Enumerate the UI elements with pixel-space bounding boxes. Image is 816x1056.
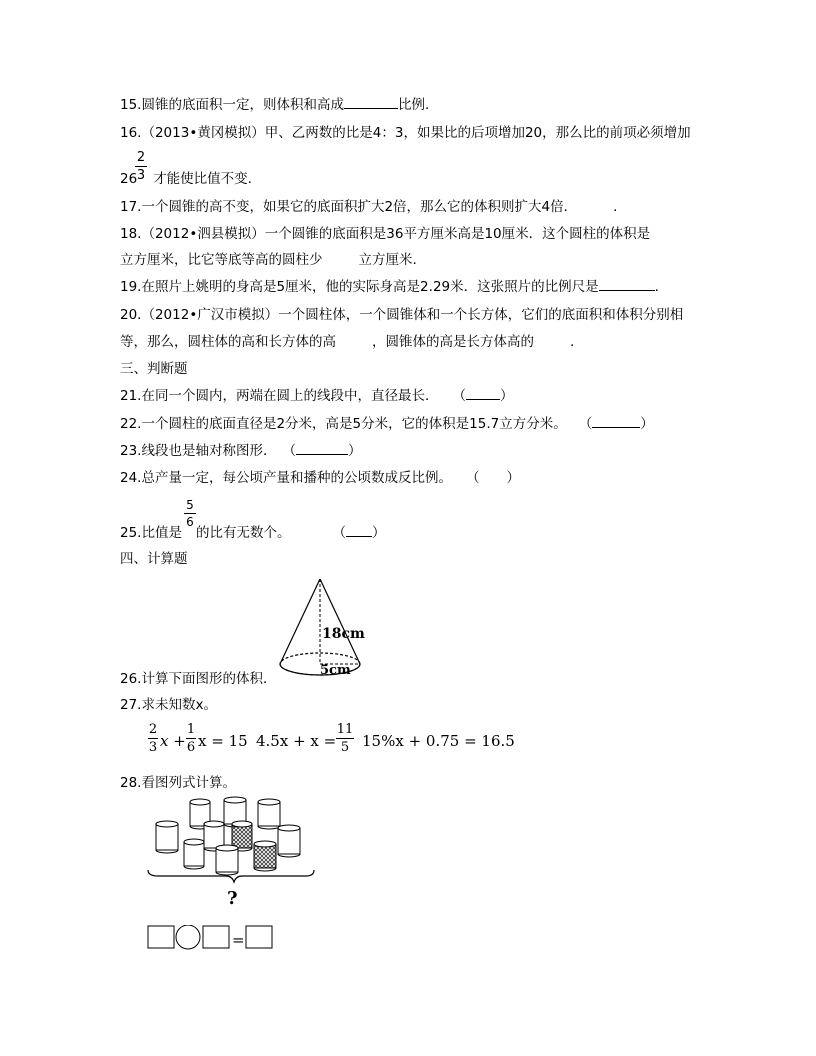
cylinders-figure (146, 796, 326, 916)
eq1-frac2: 1 6 (186, 722, 196, 755)
question-20-line2: 等，那么，圆柱体的高和长方体的高 ，圆锥体的高是长方体高的 . (120, 334, 575, 350)
answer-blank[interactable] (592, 415, 640, 428)
eq2-start: 4.5x + x = (256, 732, 337, 750)
answer-blank[interactable] (344, 96, 398, 109)
answer-box[interactable] (148, 926, 174, 948)
cone-side-left (280, 579, 320, 664)
eq3: 15%x + 0.75 = 16.5 (362, 732, 515, 750)
question-19: 19.在照片上姚明的身高是5厘米，他的实际身高是2.29米．这张照片的比例尺是 . (120, 279, 659, 295)
cylinder (216, 845, 238, 875)
answer-box[interactable] (246, 926, 272, 948)
question-16-line2: 26 才能使比值不变. (120, 171, 252, 187)
question-17: 17.一个圆锥的高不变，如果它的底面积扩大2倍，那么它的体积则扩大4倍． . (120, 199, 618, 215)
answer-blank[interactable] (296, 442, 348, 455)
cylinder (278, 825, 300, 857)
height-label: 18cm (322, 626, 365, 642)
answer-blank[interactable] (599, 278, 655, 291)
question-20: 20.（2012•广汉市模拟）一个圆柱体，一个圆锥体和一个长方体，它们的底面积和体积分别相 (120, 307, 684, 323)
question-16: 16.（2013•黄冈模拟）甲、乙两数的比是4：3，如果比的后项增加20，那么比的前项必须增加 (120, 125, 691, 141)
answer-blank[interactable] (466, 387, 500, 400)
cylinder-shaded (254, 841, 276, 871)
equals-sign: = (232, 931, 245, 949)
question-24: 24.总产量一定，每公顷产量和播种的公顷数成反比例。 （ ） (120, 470, 520, 486)
cone-figure (276, 574, 376, 684)
question-28: 28.看图列式计算。 (120, 775, 236, 791)
question-26: 26.计算下面图形的体积． (120, 671, 277, 687)
eq1-end: x = 15 (198, 732, 248, 750)
fraction-2-3: 2 3 (136, 150, 146, 183)
question-22: 22.一个圆柱的底面直径是2分米，高是5分米，它的体积是15.7立方分米。 （ ） (120, 416, 654, 432)
fraction-5-6: 5 6 (184, 498, 196, 529)
question-mark: ? (227, 888, 238, 909)
question-27: 27.求未知数x。 (120, 697, 217, 713)
question-15: 15.圆锥的底面积一定，则体积和高成 比例. (120, 97, 430, 113)
cylinder (184, 839, 204, 869)
section-3-title: 三、判断题 (120, 361, 188, 377)
cylinder (156, 821, 178, 853)
answer-blank[interactable] (346, 524, 372, 537)
question-18-line2: 立方厘米，比它等底等高的圆柱少 立方厘米. (120, 252, 417, 268)
eq1-mid: x + (160, 732, 186, 750)
answer-template (147, 925, 277, 951)
eq1-frac1: 2 3 (148, 722, 158, 755)
cone-side-right (320, 579, 360, 664)
question-25: 25.比值是 的比有无数个。 （ ） (120, 525, 386, 541)
operator-circle[interactable] (176, 925, 200, 949)
question-23: 23.线段也是轴对称图形． （ ） (120, 443, 362, 459)
question-18: 18.（2012•泗县模拟）一个圆锥的底面积是36平方厘米高是10厘米．这个圆柱的体积是 (120, 226, 651, 242)
question-21: 21.在同一个圆内，两端在圆上的线段中，直径最长． （ ） (120, 388, 514, 404)
answer-paren[interactable]: （ ） (465, 470, 520, 486)
answer-box[interactable] (203, 926, 229, 948)
radius-label: 5cm (320, 663, 351, 678)
section-4-title: 四、计算题 (120, 551, 188, 567)
cylinder (258, 799, 280, 829)
eq2-frac: 11 5 (336, 722, 354, 755)
